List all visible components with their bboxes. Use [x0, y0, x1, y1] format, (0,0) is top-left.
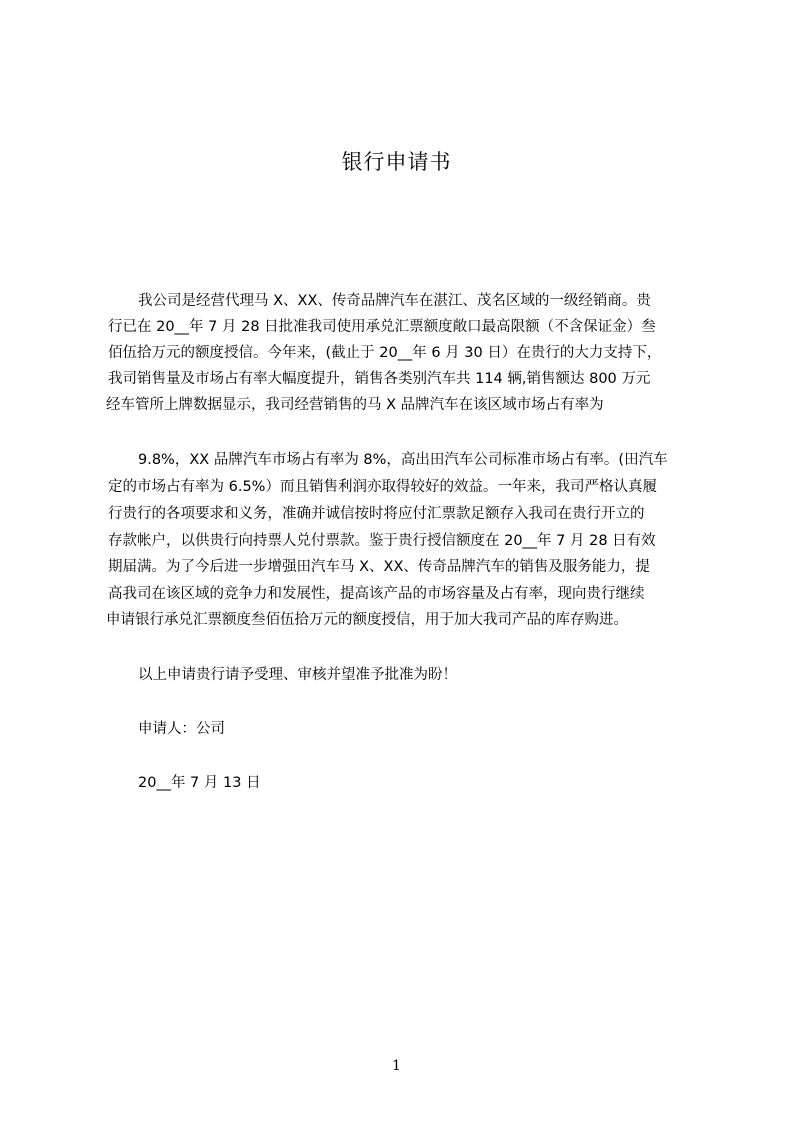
paragraph-2-line-3: 行贵行的各项要求和义务，准确并诚信按时将应付汇票款足额存入我司在贵行开立的	[108, 506, 645, 522]
paragraph-1-line-3: 佰伍拾万元的额度授信。今年来，(截止于 20__年 6 月 30 日）在贵行的大力支持下，	[108, 345, 662, 361]
paragraph-2-line-6: 高我司在该区域的竞争力和发展性，提高该产品的市场容量及占有率，现向贵行继续	[108, 586, 645, 602]
paragraph-2-line-2: 定的市场占有率为 6.5%）而且销售利润亦取得较好的效益。一年来，我司严格认真履	[108, 479, 657, 495]
paragraph-1-line-4: 我司销售量及市场占有率大幅度提升，销售各类别汽车共 114 辆,销售额达 800 万元	[108, 371, 651, 387]
paragraph-2-line-4: 存款帐户，以供贵行向持票人兑付票款。鉴于贵行授信额度在 20__年 7 月 28 日有效	[108, 533, 656, 549]
paragraph-2-line-1: 9.8%，XX 品牌汽车市场占有率为 8%，高出田汽车公司标准市场占有率。(田汽车	[138, 452, 668, 468]
page-number: 1	[392, 1058, 401, 1074]
applicant-line: 申请人：公司	[138, 721, 225, 737]
document-title: 银行申请书	[341, 150, 452, 174]
closing-statement: 以上申请贵行请予受理、审核并望准予批准为盼！	[138, 667, 457, 683]
date-line: 20__年 7 月 13 日	[138, 775, 261, 791]
paragraph-1-line-2: 行已在 20__年 7 月 28 日批准我司使用承兑汇票额度敞口最高限额（不含保证金）叁	[108, 319, 656, 335]
paragraph-1-line-1: 我公司是经营代理马 X、XX、传奇品牌汽车在湛江、茂名区域的一级经销商。贵	[138, 293, 651, 309]
paragraph-2-line-7: 申请银行承兑汇票额度叁佰伍拾万元的额度授信，用于加大我司产品的库存购进。	[106, 612, 628, 628]
paragraph-1-line-5: 经车管所上牌数据显示，我司经营销售的马 X 品牌汽车在该区域市场占有率为	[106, 397, 604, 413]
paragraph-2-line-5: 期届满。为了今后进一步增强田汽车马 X、XX、传奇品牌汽车的销售及服务能力，提	[108, 559, 650, 575]
